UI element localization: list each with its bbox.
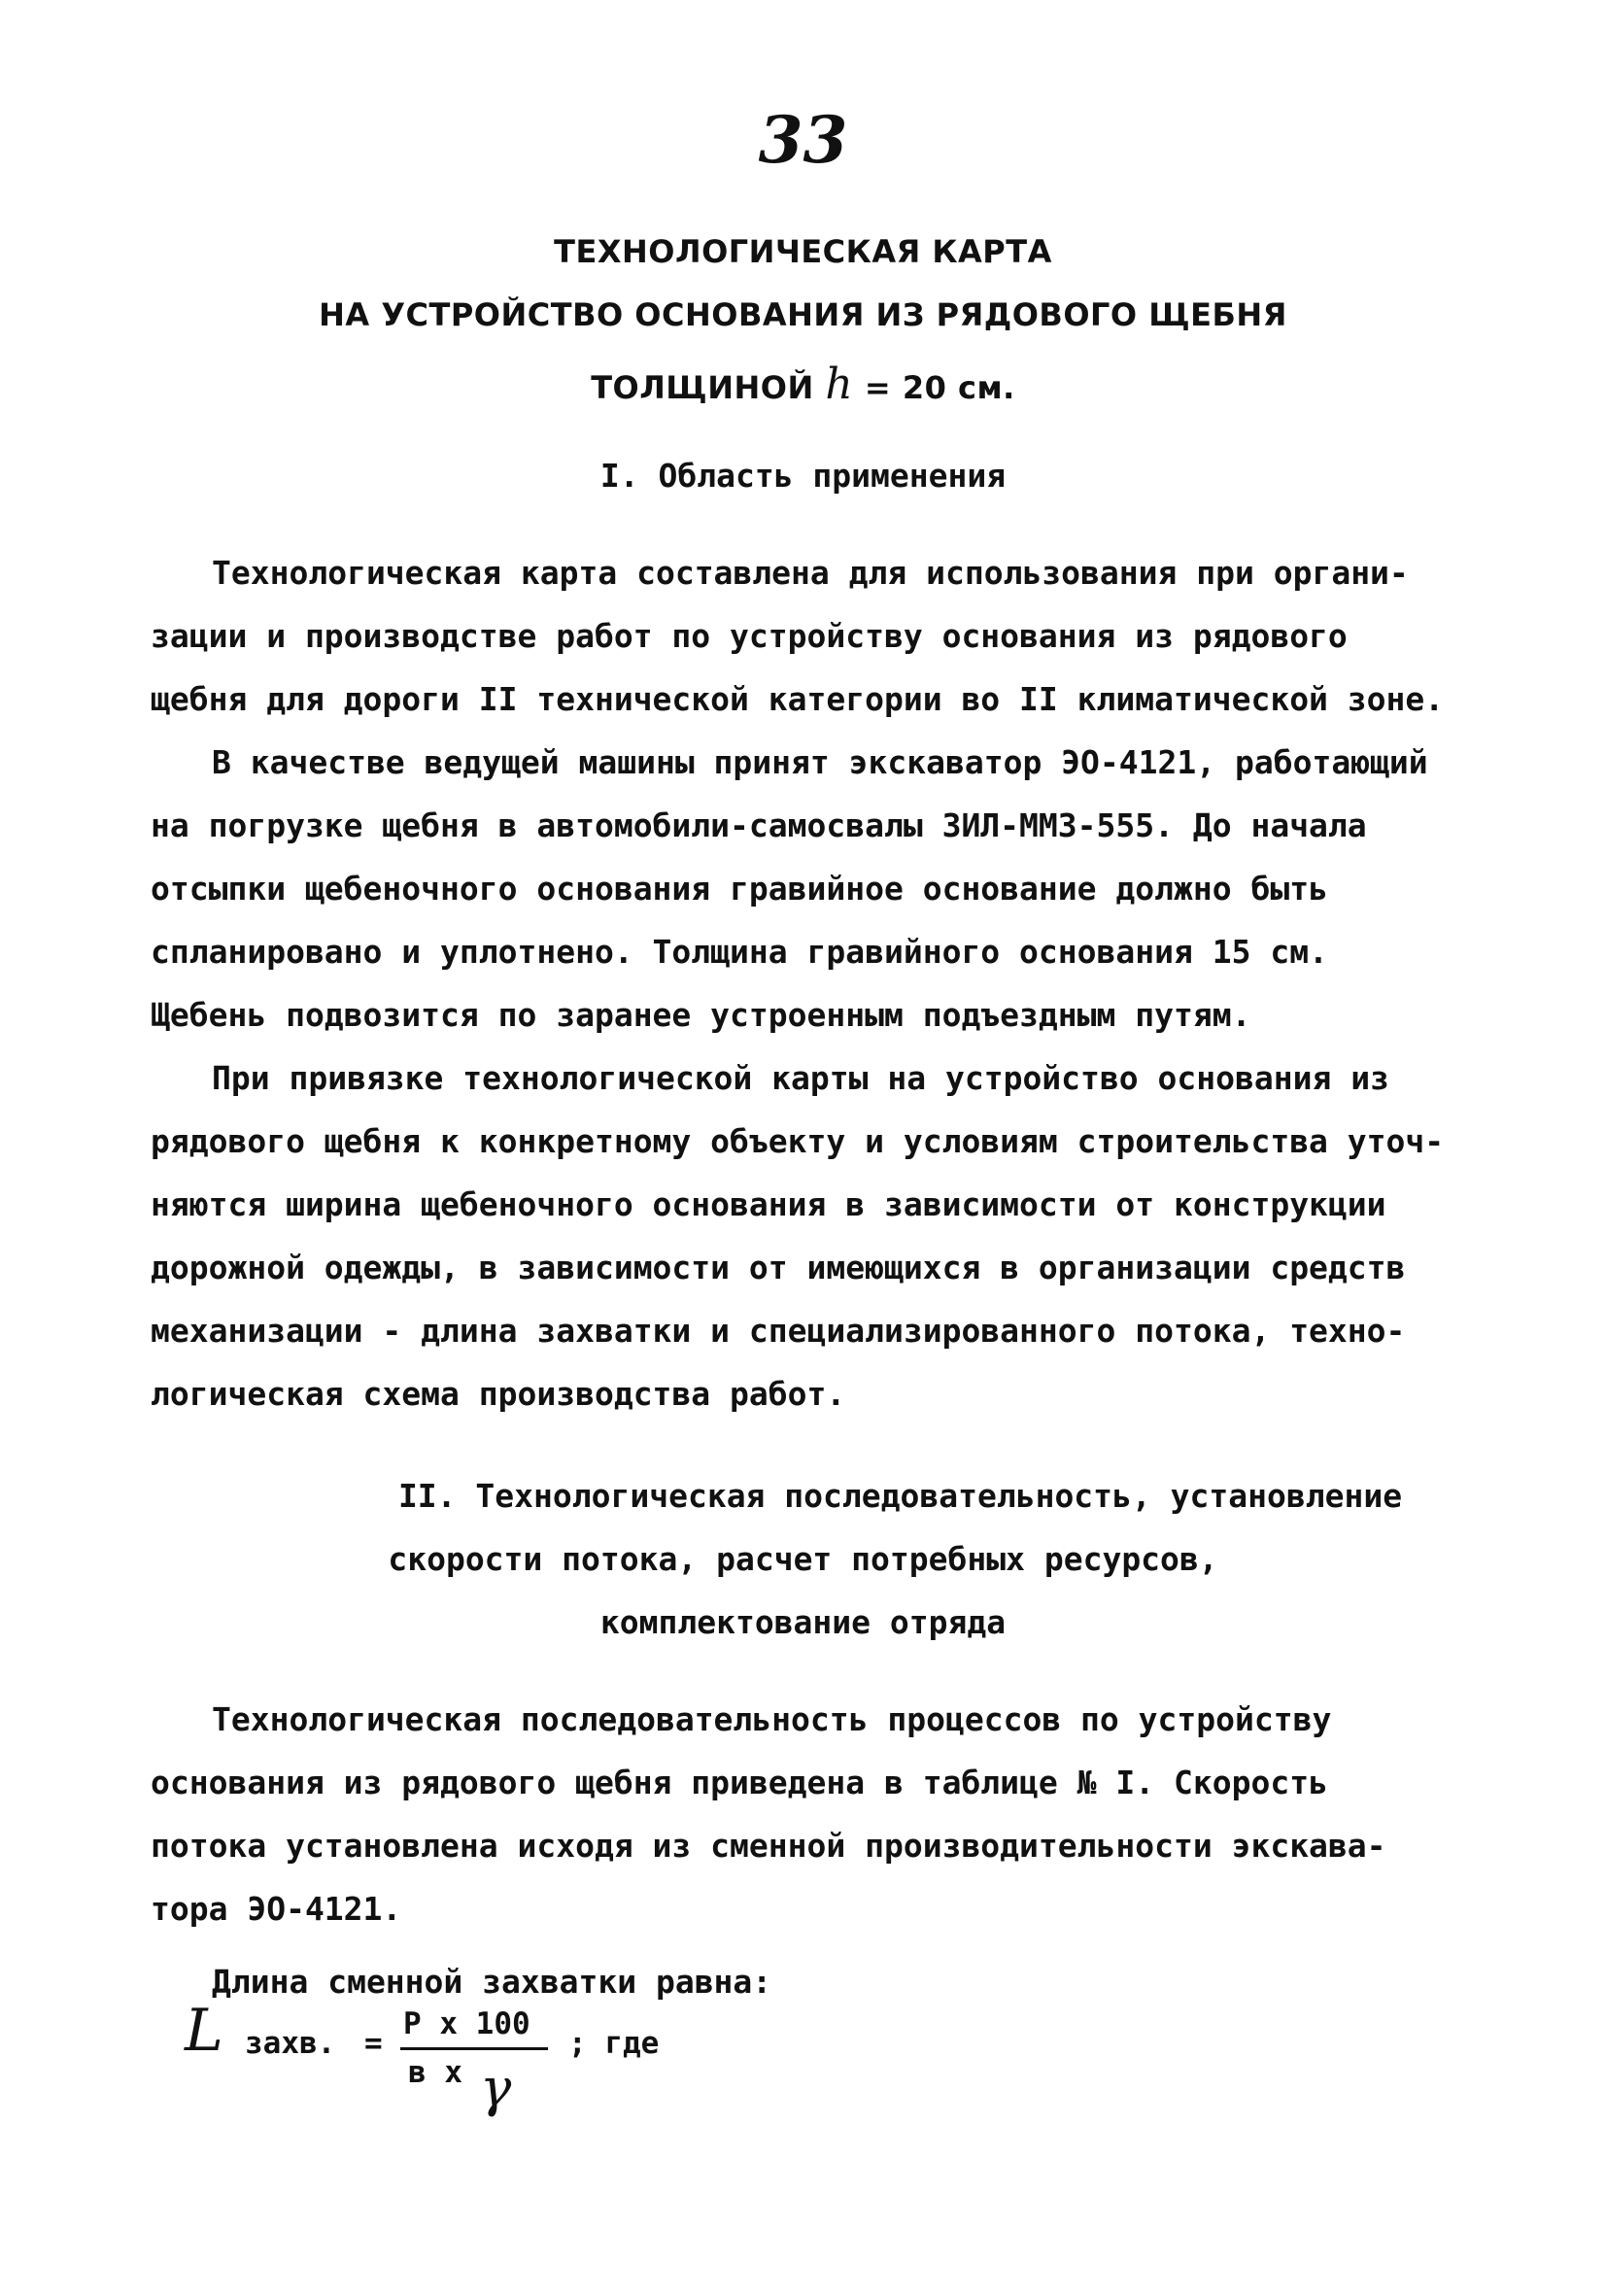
section-1-line: няются ширина щебеночного основания в зависимости от конструкции	[151, 1185, 1386, 1223]
page-number: 33	[758, 102, 848, 178]
title-line-1: ТЕХНОЛОГИЧЕСКАЯ КАРТА	[554, 233, 1052, 270]
title-line-3	[0, 360, 1606, 409]
section-1-line: щебня для дороги II технической категории во II климатической зоне.	[151, 680, 1445, 718]
section-2-line: основания из рядового щебня приведена в таблице № I. Скорость	[151, 1764, 1328, 1801]
thickness-symbol: h	[825, 360, 854, 409]
fraction-bar	[400, 2047, 548, 2050]
formula-gamma-symbol: γ	[480, 2057, 512, 2118]
title-thickness-value: = 20 см.	[864, 369, 1015, 406]
formula-equals: =	[364, 2026, 383, 2061]
section-1-heading: I. Область применения	[599, 457, 1007, 495]
section-2-line: Технологическая последовательность процессов по устройству	[212, 1700, 1332, 1738]
formula-length-symbol: L	[185, 1997, 223, 2065]
formula-denominator: в x	[408, 2055, 462, 2090]
section-2-line: Длина сменной захватки равна:	[212, 1963, 772, 2001]
section-2-heading-line-3: комплектование отряда	[599, 1603, 1007, 1641]
formula-numerator: P x 100	[403, 2006, 530, 2041]
section-1-line: спланировано и уплотнено. Толщина гравийного основания 15 см.	[151, 933, 1328, 971]
section-1-line: При привязке технологической карты на устройство основания из	[212, 1059, 1389, 1097]
title-thickness-label: ТОЛЩИНОЙ	[591, 369, 814, 406]
section-1-line: логическая схема производства работ.	[151, 1375, 846, 1413]
formula-subscript: захв.	[245, 2026, 336, 2061]
section-2-heading-line-2: скорости потока, расчет потребных ресурсов,	[388, 1540, 1218, 1578]
section-1-line: зации и производстве работ по устройству основания из рядового	[151, 617, 1348, 655]
section-1-line: на погрузке щебня в автомобили-самосвалы ЗИЛ-ММЗ-555. До начала	[151, 806, 1367, 844]
section-1-line: Щебень подвозится по заранее устроенным подъездным путям.	[151, 996, 1251, 1034]
section-1-line: рядового щебня к конкретному объекту и условиям строительства уточ-	[151, 1122, 1445, 1160]
section-1-line: Технологическая карта составлена для использования при органи-	[212, 554, 1409, 592]
length-formula	[185, 1997, 865, 2118]
section-2-line: потока установлена исходя из сменной производительности экскава-	[151, 1827, 1386, 1865]
title-line-2: НА УСТРОЙСТВО ОСНОВАНИЯ ИЗ РЯДОВОГО ЩЕБНЯ	[319, 296, 1287, 333]
formula-where: ; где	[568, 2026, 660, 2061]
section-1-line: В качестве ведущей машины принят экскаватор ЭО-4121, работающий	[212, 743, 1428, 781]
section-1-line: отсыпки щебеночного основания гравийное основание должно быть	[151, 870, 1328, 908]
section-1-line: дорожной одежды, в зависимости от имеющихся в организации средств	[151, 1249, 1406, 1286]
section-1-line: механизации - длина захватки и специализированного потока, техно-	[151, 1312, 1406, 1350]
section-2-heading-line-1: II. Технологическая последовательность, установление	[397, 1477, 1403, 1515]
section-2-line: тора ЭО-4121.	[151, 1890, 402, 1928]
